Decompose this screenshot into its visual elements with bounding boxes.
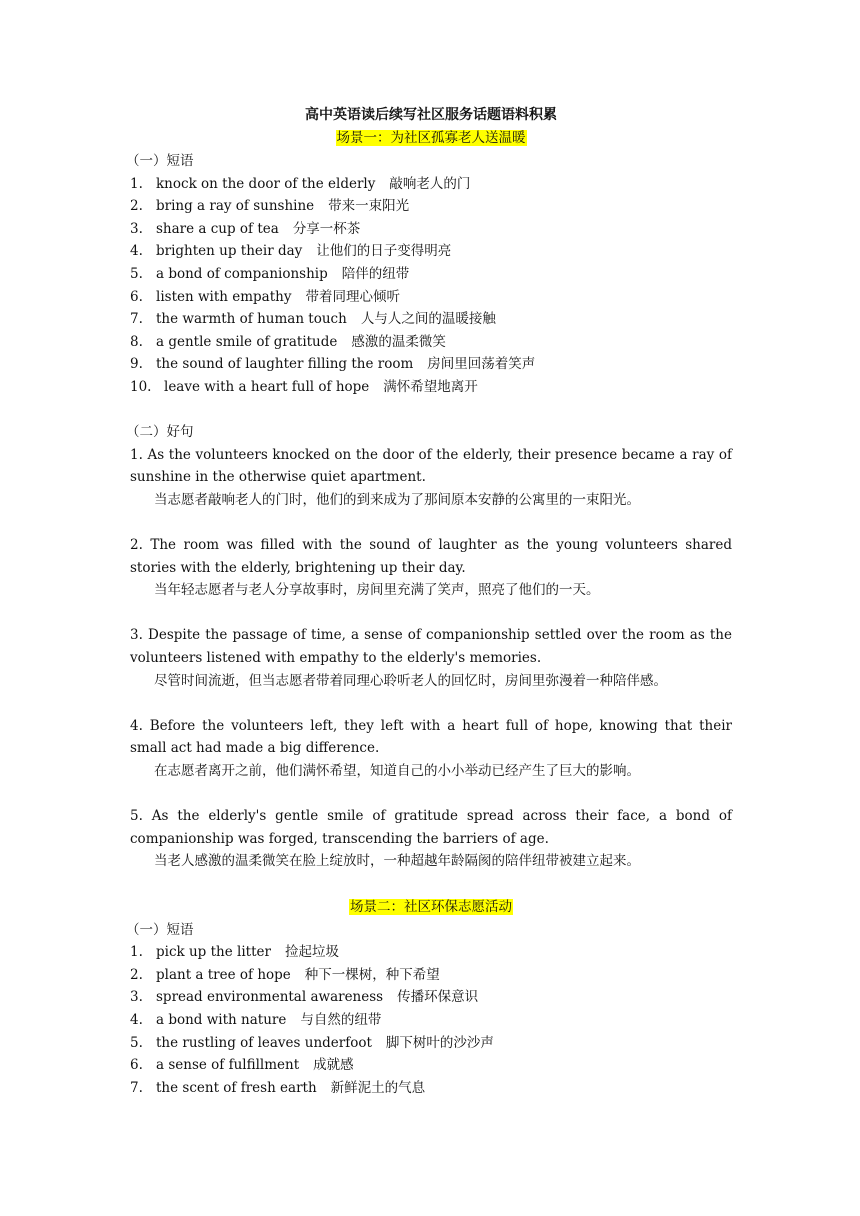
sentence-english: 3. Despite the passage of time, a sense of companionship settled over the room as the volunteers listened with empathy to the elderly's memories. bbox=[130, 627, 732, 667]
phrase-item bbox=[130, 376, 732, 399]
phrase-number: 10. bbox=[130, 378, 152, 395]
phrase-chinese: 陪伴的纽带 bbox=[341, 265, 410, 282]
scene1-heading-text: 场景一：为社区孤寡老人送温暖 bbox=[336, 130, 526, 146]
phrase-item bbox=[130, 240, 732, 263]
scene2-heading bbox=[130, 896, 732, 919]
phrase-english: the rustling of leaves underfoot bbox=[156, 1034, 372, 1051]
phrase-english: plant a tree of hope bbox=[156, 966, 291, 983]
phrase-number: 2. bbox=[130, 966, 143, 983]
phrase-english: leave with a heart full of hope bbox=[164, 378, 370, 395]
sentence-chinese: 尽管时间流逝，但当志愿者带着同理心聆听老人的回忆时，房间里弥漫着一种陪伴感。 bbox=[154, 672, 667, 689]
phrase-number: 7. bbox=[130, 1079, 143, 1096]
phrase-chinese: 分享一杯茶 bbox=[292, 220, 361, 237]
phrase-number: 5. bbox=[130, 265, 143, 282]
phrase-english: listen with empathy bbox=[156, 288, 292, 305]
phrase-chinese: 敲响老人的门 bbox=[389, 175, 471, 192]
phrase-english: knock on the door of the elderly bbox=[156, 175, 376, 192]
phrase-item bbox=[130, 331, 732, 354]
scene1-sentences-heading: （二）好句 bbox=[126, 424, 194, 441]
phrase-item bbox=[130, 308, 732, 331]
phrase-english: share a cup of tea bbox=[156, 220, 279, 237]
phrase-number: 7. bbox=[130, 311, 143, 328]
phrase-item bbox=[130, 1009, 732, 1032]
phrase-chinese: 房间里回荡着笑声 bbox=[427, 356, 536, 373]
phrase-item bbox=[130, 218, 732, 241]
scene2-heading-text: 场景二：社区环保志愿活动 bbox=[350, 898, 512, 915]
phrase-number: 1. bbox=[130, 944, 143, 961]
phrase-item bbox=[130, 263, 732, 286]
phrase-chinese: 捡起垃圾 bbox=[284, 944, 339, 961]
phrase-number: 9. bbox=[130, 356, 143, 373]
phrase-english: a gentle smile of gratitude bbox=[156, 333, 338, 350]
phrase-english: the scent of fresh earth bbox=[156, 1079, 317, 1096]
phrase-chinese: 传播环保意识 bbox=[397, 989, 479, 1006]
phrase-english: a bond of companionship bbox=[156, 265, 328, 282]
sentence-item bbox=[130, 715, 732, 783]
sentence-chinese: 当志愿者敲响老人的门时，他们的到来成为了那间原本安静的公寓里的一束阳光。 bbox=[154, 491, 640, 508]
phrase-number: 3. bbox=[130, 989, 143, 1006]
phrase-number: 2. bbox=[130, 198, 143, 215]
phrase-chinese: 与自然的纽带 bbox=[300, 1011, 382, 1028]
phrase-chinese: 人与人之间的温暖接触 bbox=[360, 311, 496, 328]
phrase-number: 4. bbox=[130, 1011, 143, 1028]
phrase-english: a sense of fulfillment bbox=[156, 1057, 300, 1074]
phrase-english: spread environmental awareness bbox=[156, 989, 384, 1006]
phrase-english: the warmth of human touch bbox=[156, 311, 347, 328]
scene1-sentence-list bbox=[130, 444, 732, 873]
phrase-number: 3. bbox=[130, 220, 143, 237]
phrase-item bbox=[130, 173, 732, 196]
phrase-chinese: 带来一束阳光 bbox=[328, 198, 410, 215]
sentence-chinese: 当年轻志愿者与老人分享故事时，房间里充满了笑声，照亮了他们的一天。 bbox=[154, 582, 600, 599]
sentence-item bbox=[130, 624, 732, 692]
sentence-english: 5. As the elderly's gentle smile of gratitude spread across their face, a bond of companionship was forged, transcending the barriers of age. bbox=[130, 808, 732, 847]
phrase-number: 6. bbox=[130, 288, 143, 305]
scene2-phrases-heading: （一）短语 bbox=[126, 921, 194, 938]
phrase-chinese: 成就感 bbox=[313, 1057, 354, 1074]
phrase-english: the sound of laughter filling the room bbox=[156, 356, 414, 373]
phrase-item bbox=[130, 941, 732, 964]
phrase-item bbox=[130, 1032, 732, 1055]
scene2-phrase-list bbox=[130, 941, 732, 1099]
phrase-number: 5. bbox=[130, 1034, 143, 1051]
phrase-item bbox=[130, 964, 732, 987]
sentence-item bbox=[130, 805, 732, 873]
phrase-number: 8. bbox=[130, 333, 143, 350]
phrase-chinese: 让他们的日子变得明亮 bbox=[316, 243, 452, 260]
phrase-item bbox=[130, 1054, 732, 1077]
phrase-english: a bond with nature bbox=[156, 1011, 287, 1028]
document-page bbox=[126, 104, 732, 1099]
sentence-item bbox=[130, 444, 732, 512]
phrase-english: pick up the litter bbox=[156, 944, 271, 961]
phrase-chinese: 新鲜泥土的气息 bbox=[330, 1079, 426, 1096]
phrase-item bbox=[130, 986, 732, 1009]
phrase-english: bring a ray of sunshine bbox=[156, 198, 315, 215]
sentence-english: 4. Before the volunteers left, they left with a heart full of hope, knowing that their small act had made a big difference. bbox=[130, 717, 732, 757]
sentence-english: 2. The room was filled with the sound of laughter as the young volunteers shared stories with the elderly, brightening up their day. bbox=[130, 537, 732, 576]
scene1-phrases-heading: （一）短语 bbox=[126, 153, 194, 169]
phrase-chinese: 种下一棵树，种下希望 bbox=[304, 966, 440, 983]
phrase-chinese: 脚下树叶的沙沙声 bbox=[385, 1034, 494, 1051]
phrase-chinese: 感激的温柔微笑 bbox=[351, 333, 446, 350]
phrase-item bbox=[130, 353, 732, 376]
sentence-english: 1. As the volunteers knocked on the door of the elderly, their presence became a ray of sunshine in the otherwise quiet apartment. bbox=[130, 446, 732, 486]
phrase-english: brighten up their day bbox=[156, 243, 303, 260]
phrase-item bbox=[130, 195, 732, 218]
scene1-phrase-list bbox=[130, 173, 732, 399]
sentence-chinese: 在志愿者离开之前，他们满怀希望，知道自己的小小举动已经产生了巨大的影响。 bbox=[154, 763, 640, 780]
phrase-number: 1. bbox=[130, 175, 143, 192]
phrase-chinese: 满怀希望地离开 bbox=[383, 378, 478, 395]
sentence-chinese: 当老人感激的温柔微笑在脸上绽放时，一种超越年龄隔阂的陪伴纽带被建立起来。 bbox=[154, 853, 640, 870]
phrase-item bbox=[130, 1077, 732, 1100]
phrase-item bbox=[130, 286, 732, 309]
scene1-heading bbox=[130, 127, 732, 150]
sentence-item bbox=[130, 534, 732, 602]
phrase-number: 6. bbox=[130, 1057, 143, 1074]
phrase-number: 4. bbox=[130, 243, 143, 260]
document-title: 高中英语读后续写社区服务话题语料积累 bbox=[305, 107, 557, 123]
phrase-chinese: 带着同理心倾听 bbox=[305, 288, 400, 305]
